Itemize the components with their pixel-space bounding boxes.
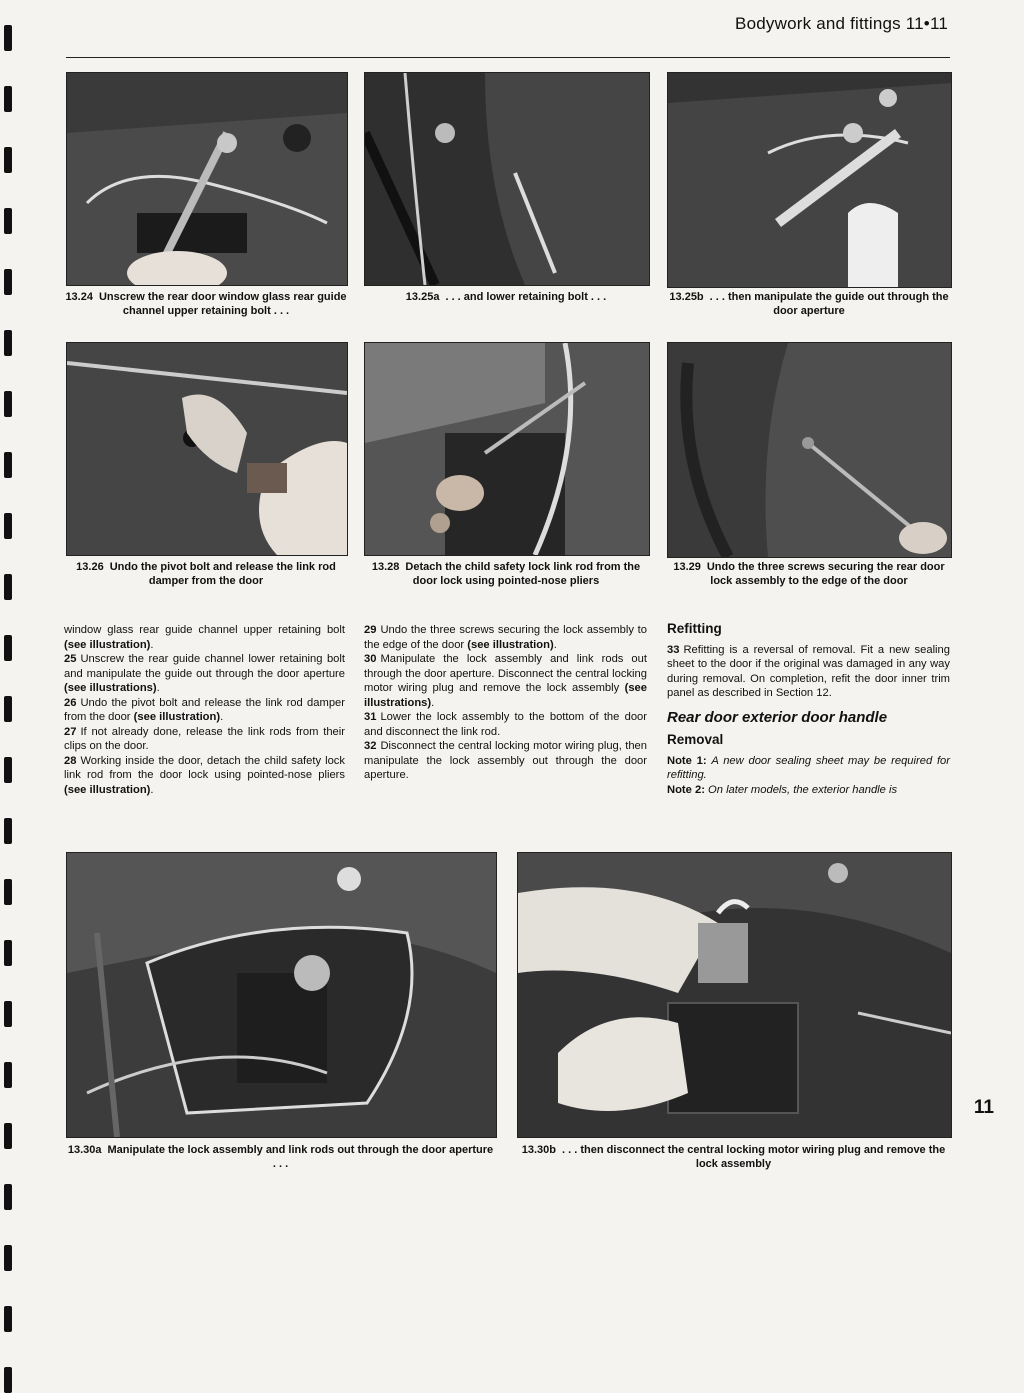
caption-text: . . . then manipulate the guide out through the door aperture [709, 291, 949, 317]
binding-hole [4, 879, 12, 905]
paragraph-25: 25 Unscrew the rear guide channel lower retaining bolt and manipulate the guide out through the door aperture (see illustrations). [64, 653, 345, 694]
binding-hole [4, 1001, 12, 1027]
see-illustration-ref: (see illustrations) [364, 682, 647, 709]
binding-hole [4, 1123, 12, 1149]
binding-hole [4, 1306, 12, 1332]
section-heading: Rear door exterior door handle [667, 708, 888, 726]
paragraph-26: 26 Undo the pivot bolt and release the link rod damper from the door (see illustration). [64, 696, 345, 723]
photo-13-25b [667, 72, 952, 288]
caption-number: 13.29 [673, 561, 701, 573]
binding-hole [4, 147, 12, 173]
caption-13-28 [364, 560, 648, 588]
binding-hole [4, 513, 12, 539]
see-illustration-ref: (see illustration) [64, 638, 151, 651]
binding-hole [4, 574, 12, 600]
binding-hole [4, 757, 12, 783]
caption-text: Undo the pivot bolt and release the link rod damper from the door [109, 561, 336, 587]
caption-13-30b [517, 1143, 950, 1171]
photo-13-26 [66, 342, 348, 556]
photo-13-28 [364, 342, 650, 556]
binding-hole [4, 635, 12, 661]
note-1: Note 1: A new door sealing sheet may be required for refitting. [667, 754, 951, 781]
caption-text: Manipulate the lock assembly and link rods out through the door aperture . . . [107, 1144, 494, 1170]
ring-binding [0, 0, 16, 1377]
caption-text: Undo the three screws securing the rear door lock assembly to the edge of the door [706, 561, 945, 587]
binding-hole [4, 696, 12, 722]
binding-hole [4, 1367, 12, 1393]
binding-hole [4, 1062, 12, 1088]
photo-13-30a [66, 852, 497, 1138]
caption-number: 13.26 [76, 561, 104, 573]
caption-13-25a [364, 290, 648, 304]
text-column-3 [667, 622, 950, 797]
caption-13-24 [62, 290, 350, 318]
header-rule [66, 57, 950, 58]
page-header: Bodywork and fittings 11•11 [735, 14, 948, 33]
paragraph-28: 28 Working inside the door, detach the child safety lock link rod from the door lock using pointed-nose pliers (see illustration). [64, 754, 345, 796]
binding-hole [4, 452, 12, 478]
photo-13-30b [517, 852, 952, 1138]
binding-hole [4, 391, 12, 417]
binding-hole [4, 25, 12, 51]
caption-text: Unscrew the rear door window glass rear guide channel upper retaining bolt . . . [98, 291, 347, 317]
binding-hole [4, 269, 12, 295]
see-illustration-ref: (see illustrations) [64, 682, 157, 694]
paragraph-27: 27 If not already done, release the link rods from their clips on the door. [64, 725, 345, 752]
caption-13-29 [664, 560, 954, 588]
binding-hole [4, 940, 12, 966]
see-illustration-ref: (see illustration) [64, 783, 151, 796]
paragraph-32: 32 Disconnect the central locking motor wiring plug, then manipulate the lock assembly out through the door aperture. [364, 740, 647, 781]
binding-hole [4, 330, 12, 356]
binding-hole [4, 86, 12, 112]
caption-13-25b [664, 290, 954, 318]
caption-number: 13.30b [521, 1144, 557, 1156]
binding-hole [4, 818, 12, 844]
text-column-2 [364, 623, 647, 783]
paragraph-24-continued: window glass rear guide channel upper retaining bolt (see illustration). [64, 624, 345, 651]
photo-13-25a [364, 72, 650, 286]
note-2: Note 2: On later models, the exterior handle is [667, 783, 898, 796]
binding-hole [4, 1245, 12, 1271]
caption-number: 13.24 [65, 291, 93, 303]
caption-number: 13.30a [67, 1144, 102, 1156]
binding-hole [4, 208, 12, 234]
caption-number: 13.25b [669, 291, 704, 303]
chapter-tab: 11 [973, 1097, 994, 1118]
caption-text: . . . then disconnect the central locking motor wiring plug and remove the lock assembly [562, 1144, 946, 1170]
caption-text: . . . and lower retaining bolt . . . [445, 291, 607, 303]
text-column-1 [64, 623, 345, 797]
see-illustration-ref: (see illustration) [133, 711, 221, 723]
caption-13-30a [66, 1143, 495, 1171]
paragraph-29: 29 Undo the three screws securing the lock assembly to the edge of the door (see illustration). [364, 624, 647, 651]
removal-heading: Removal [667, 732, 724, 747]
binding-hole [4, 1184, 12, 1210]
refitting-heading: Refitting [667, 621, 722, 636]
caption-number: 13.25a [405, 291, 440, 303]
photo-13-29 [667, 342, 952, 558]
caption-number: 13.28 [371, 561, 400, 573]
paragraph-31: 31 Lower the lock assembly to the bottom of the door and disconnect the link rod. [364, 711, 647, 738]
paragraph-30: 30 Manipulate the lock assembly and link rods out through the door aperture. Disconnect the central locking motor wiring plug and remove the lock assembly (see illustrations). [364, 653, 647, 709]
see-illustration-ref: (see illustration) [467, 638, 554, 651]
paragraph-33: 33 Refitting is a reversal of removal. Fit a new sealing sheet to the door if the original was damaged in any way during removal. On completion, refit the door inner trim panel as described in Section 12. [667, 643, 950, 699]
caption-text: Detach the child safety lock link rod from the door lock using pointed-nose pliers [405, 561, 641, 587]
caption-13-26 [62, 560, 350, 588]
photo-13-24 [66, 72, 348, 286]
